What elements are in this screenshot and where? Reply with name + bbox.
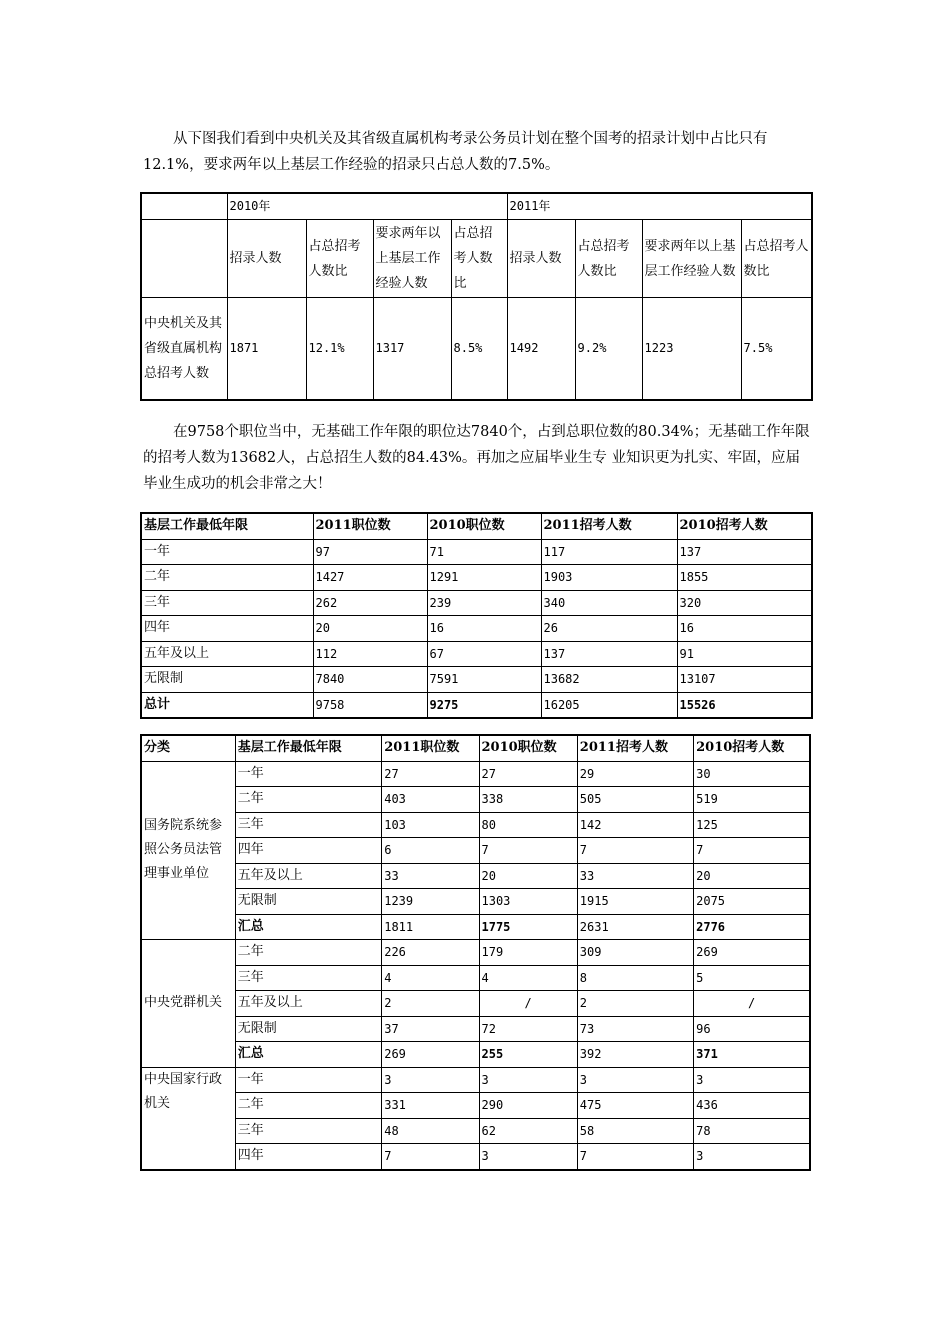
value-cell: 1855 bbox=[677, 565, 812, 591]
value-cell: 112 bbox=[313, 641, 427, 667]
value-cell: 392 bbox=[577, 1042, 693, 1068]
value-cell: 3 bbox=[382, 1067, 479, 1093]
value-cell: 331 bbox=[382, 1093, 479, 1119]
value-cell: 262 bbox=[313, 590, 427, 616]
value-cell: 125 bbox=[694, 812, 810, 838]
row-label: 四年 bbox=[141, 616, 313, 642]
table-row bbox=[141, 965, 810, 991]
category-cell: 国务院系统参照公务员法管理事业单位 bbox=[141, 761, 235, 940]
value-cell: 27 bbox=[382, 761, 479, 787]
value-cell: 16 bbox=[677, 616, 812, 642]
row-label: 三年 bbox=[141, 590, 313, 616]
value-cell: 91 bbox=[677, 641, 812, 667]
value-cell: 2631 bbox=[577, 914, 693, 940]
value-cell: 7 bbox=[382, 1144, 479, 1170]
value-cell: 7 bbox=[694, 838, 810, 864]
table3-header-row bbox=[141, 735, 810, 761]
row-label: 一年 bbox=[235, 1067, 381, 1093]
value-cell: 97 bbox=[313, 539, 427, 565]
table-row bbox=[141, 641, 812, 667]
value-cell: 3 bbox=[479, 1144, 577, 1170]
value-cell: 3 bbox=[577, 1067, 693, 1093]
value-cell: 8 bbox=[577, 965, 693, 991]
row-label: 五年及以上 bbox=[235, 863, 381, 889]
table-row bbox=[141, 616, 812, 642]
row-label: 三年 bbox=[235, 1118, 381, 1144]
table-row bbox=[141, 590, 812, 616]
table-row bbox=[141, 1118, 810, 1144]
row-label: 五年及以上 bbox=[235, 991, 381, 1017]
table-row bbox=[141, 1067, 810, 1093]
value-cell: 48 bbox=[382, 1118, 479, 1144]
col-header: 要求两年以上基层工作经验人数 bbox=[373, 220, 451, 298]
table-row bbox=[141, 991, 810, 1017]
value-cell: 16205 bbox=[541, 692, 677, 718]
value-cell: 2075 bbox=[694, 889, 810, 915]
table-row bbox=[141, 863, 810, 889]
value-cell: 30 bbox=[694, 761, 810, 787]
table-row bbox=[141, 1016, 810, 1042]
value-cell: 340 bbox=[541, 590, 677, 616]
row-label: 四年 bbox=[235, 838, 381, 864]
row-label: 四年 bbox=[235, 1144, 381, 1170]
value-cell: 226 bbox=[382, 940, 479, 966]
value-cell: 3 bbox=[694, 1144, 810, 1170]
value-cell: 1903 bbox=[541, 565, 677, 591]
row-label: 一年 bbox=[141, 539, 313, 565]
value-cell: 3 bbox=[694, 1067, 810, 1093]
col-header: 招录人数 bbox=[227, 220, 306, 298]
table-row bbox=[141, 1144, 810, 1170]
category-breakdown-table bbox=[140, 734, 811, 1171]
value-cell: 505 bbox=[577, 787, 693, 813]
value-cell: 2 bbox=[382, 991, 479, 1017]
value-cell: 96 bbox=[694, 1016, 810, 1042]
row-label: 中央机关及其省级直属机构总招考人数 bbox=[141, 298, 227, 400]
table-row bbox=[141, 539, 812, 565]
total-row bbox=[141, 692, 812, 718]
table-row bbox=[141, 1093, 810, 1119]
row-label: 二年 bbox=[235, 940, 381, 966]
value-cell: 1492 bbox=[507, 298, 575, 400]
value-cell: 4 bbox=[382, 965, 479, 991]
col-header: 2011职位数 bbox=[382, 735, 479, 761]
col-header: 要求两年以上基层工作经验人数 bbox=[642, 220, 741, 298]
table1-corner-bottom bbox=[141, 220, 227, 298]
col-header: 分类 bbox=[141, 735, 235, 761]
value-cell: / bbox=[479, 991, 577, 1017]
value-cell: 142 bbox=[577, 812, 693, 838]
value-cell: 137 bbox=[541, 641, 677, 667]
col-header: 基层工作最低年限 bbox=[235, 735, 381, 761]
col-header: 占总招考人数比 bbox=[741, 220, 812, 298]
value-cell: 403 bbox=[382, 787, 479, 813]
value-cell: 20 bbox=[694, 863, 810, 889]
value-cell: 290 bbox=[479, 1093, 577, 1119]
row-label: 五年及以上 bbox=[141, 641, 313, 667]
table-row bbox=[141, 812, 810, 838]
value-cell: 1427 bbox=[313, 565, 427, 591]
col-header: 2010职位数 bbox=[427, 513, 541, 539]
table2-header-row bbox=[141, 513, 812, 539]
value-cell: 103 bbox=[382, 812, 479, 838]
col-header: 2011招考人数 bbox=[577, 735, 693, 761]
value-cell: 179 bbox=[479, 940, 577, 966]
value-cell: 255 bbox=[479, 1042, 577, 1068]
table-row bbox=[141, 667, 812, 693]
value-cell: 26 bbox=[541, 616, 677, 642]
col-header: 占总招考人数比 bbox=[306, 220, 373, 298]
table1-corner-top bbox=[141, 193, 227, 220]
value-cell: 29 bbox=[577, 761, 693, 787]
value-cell: 117 bbox=[541, 539, 677, 565]
min-years-table bbox=[140, 512, 813, 719]
col-header: 占总招考人数比 bbox=[451, 220, 507, 298]
col-header: 基层工作最低年限 bbox=[141, 513, 313, 539]
year-2010-header: 2010年 bbox=[227, 193, 507, 220]
value-cell: 338 bbox=[479, 787, 577, 813]
value-cell: 20 bbox=[313, 616, 427, 642]
row-label: 无限制 bbox=[235, 1016, 381, 1042]
col-header: 招录人数 bbox=[507, 220, 575, 298]
value-cell: 62 bbox=[479, 1118, 577, 1144]
value-cell: 27 bbox=[479, 761, 577, 787]
value-cell: 9275 bbox=[427, 692, 541, 718]
col-header: 2010职位数 bbox=[479, 735, 577, 761]
category-cell: 中央党群机关 bbox=[141, 940, 235, 1068]
intro-paragraph-2: 在9758个职位当中，无基础工作年限的职位达7840个，占到总职位数的80.34%；无基础工作年限的招考人数为13682人，占总招生人数的84.43%。再加之应届毕业生专 业知识更为扎实、牢固，应届毕业生成功的机会非常之大！ bbox=[143, 424, 810, 492]
value-cell: 1811 bbox=[382, 914, 479, 940]
col-header: 2010招考人数 bbox=[694, 735, 810, 761]
central-agencies-table bbox=[140, 192, 813, 401]
value-cell: 3 bbox=[479, 1067, 577, 1093]
subtotal-row bbox=[141, 914, 810, 940]
table-row bbox=[141, 889, 810, 915]
value-cell: 33 bbox=[382, 863, 479, 889]
col-header: 2011职位数 bbox=[313, 513, 427, 539]
value-cell: 80 bbox=[479, 812, 577, 838]
table-row bbox=[141, 940, 810, 966]
value-cell: 137 bbox=[677, 539, 812, 565]
row-label: 无限制 bbox=[141, 667, 313, 693]
col-header: 2010招考人数 bbox=[677, 513, 812, 539]
value-cell: 9758 bbox=[313, 692, 427, 718]
value-cell: 73 bbox=[577, 1016, 693, 1042]
intro-paragraph-1: 从下图我们看到中央机关及其省级直属机构考录公务员计划在整个国考的招录计划中占比只有12.1%，要求两年以上基层工作经验的招录只占总人数的7.5%。 bbox=[143, 131, 768, 173]
table-row bbox=[141, 838, 810, 864]
value-cell: 1239 bbox=[382, 889, 479, 915]
value-cell: 33 bbox=[577, 863, 693, 889]
value-cell: 1223 bbox=[642, 298, 741, 400]
value-cell: 16 bbox=[427, 616, 541, 642]
row-label: 一年 bbox=[235, 761, 381, 787]
value-cell: 371 bbox=[694, 1042, 810, 1068]
value-cell: 78 bbox=[694, 1118, 810, 1144]
col-header: 占总招考人数比 bbox=[575, 220, 642, 298]
value-cell: 7840 bbox=[313, 667, 427, 693]
table-row bbox=[141, 761, 810, 787]
row-label: 三年 bbox=[235, 965, 381, 991]
value-cell: / bbox=[694, 991, 810, 1017]
value-cell: 7.5% bbox=[741, 298, 812, 400]
value-cell: 1303 bbox=[479, 889, 577, 915]
subtotal-row bbox=[141, 1042, 810, 1068]
value-cell: 1871 bbox=[227, 298, 306, 400]
table-row bbox=[141, 565, 812, 591]
row-label: 汇总 bbox=[235, 1042, 381, 1068]
row-label: 总计 bbox=[141, 692, 313, 718]
row-label: 二年 bbox=[235, 787, 381, 813]
value-cell: 320 bbox=[677, 590, 812, 616]
row-label: 无限制 bbox=[235, 889, 381, 915]
row-label: 三年 bbox=[235, 812, 381, 838]
value-cell: 71 bbox=[427, 539, 541, 565]
value-cell: 13682 bbox=[541, 667, 677, 693]
value-cell: 8.5% bbox=[451, 298, 507, 400]
col-header: 2011招考人数 bbox=[541, 513, 677, 539]
value-cell: 519 bbox=[694, 787, 810, 813]
value-cell: 6 bbox=[382, 838, 479, 864]
value-cell: 7 bbox=[479, 838, 577, 864]
value-cell: 475 bbox=[577, 1093, 693, 1119]
value-cell: 58 bbox=[577, 1118, 693, 1144]
value-cell: 7 bbox=[577, 838, 693, 864]
value-cell: 269 bbox=[382, 1042, 479, 1068]
value-cell: 1915 bbox=[577, 889, 693, 915]
value-cell: 13107 bbox=[677, 667, 812, 693]
value-cell: 37 bbox=[382, 1016, 479, 1042]
row-label: 汇总 bbox=[235, 914, 381, 940]
value-cell: 309 bbox=[577, 940, 693, 966]
value-cell: 239 bbox=[427, 590, 541, 616]
row-label: 二年 bbox=[235, 1093, 381, 1119]
value-cell: 15526 bbox=[677, 692, 812, 718]
value-cell: 7 bbox=[577, 1144, 693, 1170]
value-cell: 269 bbox=[694, 940, 810, 966]
value-cell: 12.1% bbox=[306, 298, 373, 400]
value-cell: 4 bbox=[479, 965, 577, 991]
value-cell: 2 bbox=[577, 991, 693, 1017]
value-cell: 67 bbox=[427, 641, 541, 667]
value-cell: 1317 bbox=[373, 298, 451, 400]
year-2011-header: 2011年 bbox=[507, 193, 812, 220]
value-cell: 72 bbox=[479, 1016, 577, 1042]
value-cell: 7591 bbox=[427, 667, 541, 693]
value-cell: 1775 bbox=[479, 914, 577, 940]
value-cell: 9.2% bbox=[575, 298, 642, 400]
value-cell: 1291 bbox=[427, 565, 541, 591]
value-cell: 5 bbox=[694, 965, 810, 991]
row-label: 二年 bbox=[141, 565, 313, 591]
value-cell: 20 bbox=[479, 863, 577, 889]
value-cell: 436 bbox=[694, 1093, 810, 1119]
category-cell: 中央国家行政机关 bbox=[141, 1067, 235, 1170]
value-cell: 2776 bbox=[694, 914, 810, 940]
table-row bbox=[141, 787, 810, 813]
